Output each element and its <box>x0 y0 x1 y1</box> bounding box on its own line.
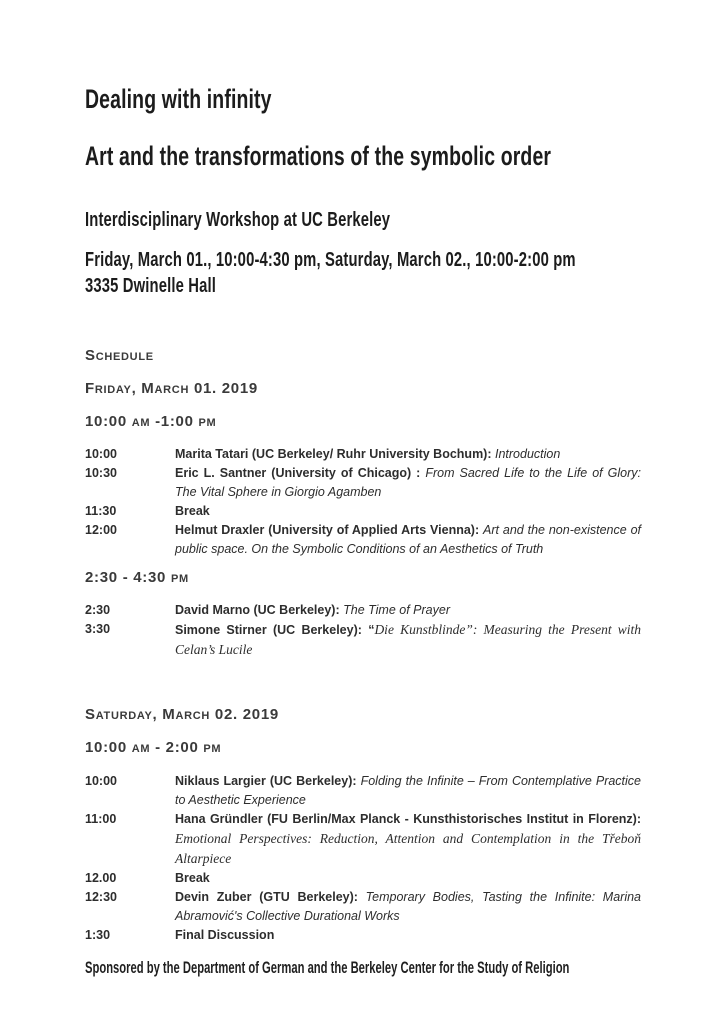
item-desc <box>175 772 641 810</box>
item-desc <box>175 502 641 521</box>
item-separator: : <box>335 603 344 617</box>
item-time: 10:30 <box>85 466 117 480</box>
item-speaker: Marita Tatari (UC Berkeley/ Ruhr University Bochum) <box>175 447 488 461</box>
item-speaker: Helmut Draxler (University of Applied Arts Vienna) <box>175 523 475 537</box>
item-desc <box>175 810 641 869</box>
item-title: The Time of Prayer <box>343 603 450 617</box>
item-time: 11:00 <box>85 812 117 826</box>
day-heading-friday: Friday, March 01. 2019 <box>85 380 258 397</box>
item-speaker: Final Discussion <box>175 928 275 942</box>
workshop-location: 3335 Dwinelle Hall <box>85 275 217 297</box>
item-speaker: Break <box>175 871 210 885</box>
item-desc <box>175 620 641 660</box>
item-separator: : <box>474 523 484 537</box>
item-title: Emotional Perspectives: Reduction, Attention and Contemplation in the Třeboň Altarpiece <box>175 831 641 866</box>
item-title: Folding the Infinite – From Contemplative Practice to Aesthetic Experience <box>175 774 642 807</box>
schedule-item <box>85 601 641 620</box>
item-desc <box>175 445 641 464</box>
item-desc <box>175 464 641 502</box>
schedule-item <box>85 464 641 502</box>
item-speaker: Eric L. Santner (University of Chicago) <box>175 466 417 480</box>
item-time: 3:30 <box>85 622 111 636</box>
workshop-subtitle: Interdisciplinary Workshop at UC Berkeley <box>85 209 391 231</box>
item-separator: : <box>353 890 366 904</box>
item-separator: : <box>357 623 369 637</box>
item-title: Art and the non-existence of public space. On the Symbolic Conditions of an Aesthetics of Truth <box>175 523 641 556</box>
workshop-title-line1: Dealing with infinity <box>85 84 272 114</box>
item-time: 12:30 <box>85 890 117 904</box>
schedule-item <box>85 888 641 926</box>
item-desc <box>175 869 641 888</box>
sponsor-note: Sponsored by the Department of German and the Berkeley Center for the Study of Religion <box>85 958 570 977</box>
session-time-heading: 10:00 am - 2:00 pm <box>85 739 222 756</box>
schedule-item <box>85 521 641 559</box>
day-heading-saturday: Saturday, March 02. 2019 <box>85 706 279 723</box>
item-time: 10:00 <box>85 774 117 788</box>
session-items <box>85 772 641 945</box>
session-time-heading: 2:30 - 4:30 pm <box>85 569 189 586</box>
session-time-heading: 10:00 am -1:00 pm <box>85 413 217 430</box>
item-time: 1:30 <box>85 928 111 942</box>
session-items <box>85 601 641 660</box>
item-separator: : <box>416 466 426 480</box>
item-title: From Sacred Life to the Life of Glory: The Vital Sphere in Giorgio Agamben <box>175 466 641 499</box>
schedule-item <box>85 445 641 464</box>
item-desc <box>175 888 641 926</box>
item-title: Temporary Bodies, Tasting the Infinite: Marina Abramović's Collective Durational Works <box>175 890 642 923</box>
item-title: Die Kunstblinde”: Measuring the Present with Celan’s Lucile <box>175 622 642 657</box>
schedule-item <box>85 869 641 888</box>
schedule-item <box>85 772 641 810</box>
flyer-content <box>85 0 641 980</box>
item-time: 2:30 <box>85 603 111 617</box>
item-desc <box>175 926 641 945</box>
workshop-title-line2: Art and the transformations of the symbolic order <box>85 141 552 171</box>
schedule-item <box>85 502 641 521</box>
item-speaker: Devin Zuber (GTU Berkeley) <box>175 890 354 904</box>
schedule-item <box>85 926 641 945</box>
item-time: 11:30 <box>85 504 117 518</box>
schedule-item <box>85 810 641 869</box>
item-speaker: Simone Stirner (UC Berkeley) <box>175 623 358 637</box>
item-speaker: David Marno (UC Berkeley) <box>175 603 336 617</box>
session-items <box>85 445 641 559</box>
item-title: Introduction <box>495 447 561 461</box>
item-separator: : <box>636 812 641 826</box>
schedule-item <box>85 620 641 660</box>
item-desc <box>175 601 641 620</box>
item-desc <box>175 521 641 559</box>
item-time: 12:00 <box>85 523 117 537</box>
workshop-datetime: Friday, March 01., 10:00-4:30 pm, Saturday, March 02., 10:00-2:00 pm <box>85 249 576 271</box>
schedule-heading: Schedule <box>85 347 154 364</box>
item-separator: : <box>487 447 495 461</box>
item-speaker: Hana Gründler (FU Berlin/Max Planck - Kunsthistorisches Institut in Florenz) <box>175 812 637 826</box>
item-speaker: Break <box>175 504 210 518</box>
item-time: 12.00 <box>85 871 117 885</box>
item-speaker: Niklaus Largier (UC Berkeley) <box>175 774 353 788</box>
item-separator: : <box>352 774 361 788</box>
item-time: 10:00 <box>85 447 117 461</box>
item-open-quote: “ <box>368 623 375 637</box>
